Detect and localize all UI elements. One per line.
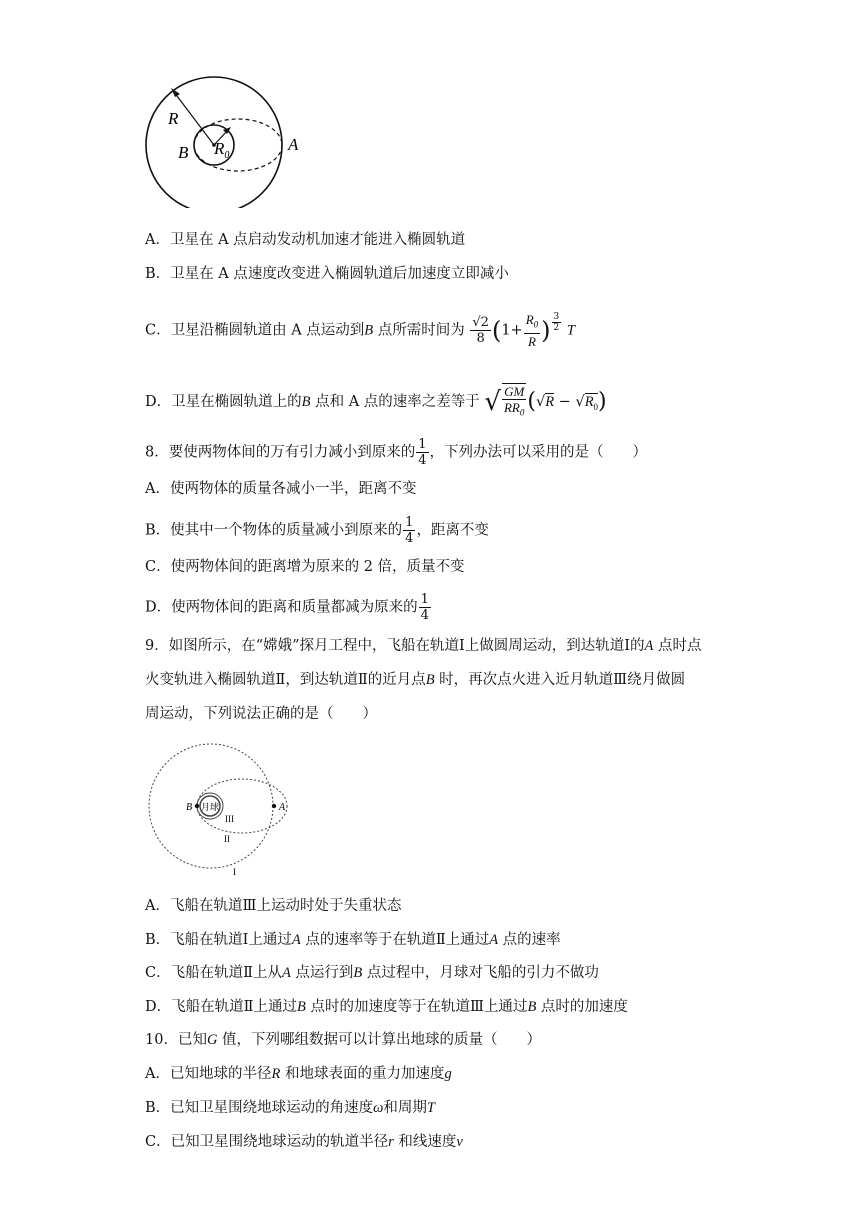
q7-c-frac: $\frac{√2}{8}$ [472,314,489,346]
q7-c-rparen: ) [541,316,551,345]
q9-option-d: D．飞船在轨道Ⅱ上通过B 点时的加速度等于在轨道Ⅲ上通过B 点时的加速度 [145,999,628,1015]
orbit-figure-1 [140,68,320,208]
q8-stem [145,437,647,468]
q9-stem-line-1: 9．如图所示，在“嫦娥”探月工程中，飞船在轨道Ⅰ上做圆周运动，到达轨道Ⅰ的A 点时点 [145,638,702,654]
q7-option-d: D．卫星在椭圆轨道上的B 点和 A 点的速率之差等于 √ $\frac{GM}{RR_0}$ $(√R - √R_0)$ [145,383,607,421]
q8-stem-pre: 8．要使两物体间的万有引力减小到原来的 [145,444,416,461]
q8-option-c: C．使两物体间的距离增为原来的 2 倍，质量不变 [145,559,465,575]
q8-b-post: ，距离不变 [416,522,489,539]
q9-stem-line-3: 周运动，下列说法正确的是（ ） [145,706,377,722]
q7-d-prefix: D．卫星在椭圆轨道上的 [145,393,302,410]
q8-b-frac: $\frac{1}{4}$ [405,515,414,546]
q10-option-c: C．已知卫星围绕地球运动的轨道半径r 和线速度v [145,1134,463,1150]
fig2-label-a: A [279,802,286,813]
q7-d-point-b: B [301,393,311,410]
q7-c-lparen: ( [491,316,502,345]
q8-stem-frac: $\frac{1}{4}$ [418,437,427,468]
q7-d-sqrt-R0: $R_0$ [584,393,599,412]
q7-c-inner-frac: $\frac{R_0}{R}$ [525,312,539,349]
q8-b-pre: B．使其中一个物体的质量减小到原来的 [145,522,403,539]
q8-d-pre: D．使两物体间的距离和质量都减为原来的 [145,599,418,616]
point-b-dot [195,804,199,808]
fig2-label-III: III [225,814,234,824]
label-A: A [288,135,299,154]
label-R: R [168,109,179,128]
q7-c-mid: 点所需时间为 [373,322,465,339]
q7-c-one: 1 [501,322,511,339]
q7-d-sqrt-R: R [545,393,555,410]
fig2-label-I: I [233,867,236,877]
q7-d-frac: $\frac{GM}{RR_0}$ [502,383,526,421]
fig2-label-moon: 月球 [201,802,220,812]
q9-option-b: B．飞船在轨道Ⅰ上通过A 点的速率等于在轨道Ⅱ上通过A 点的速率 [145,932,561,948]
q7-d-sqrt-sign: √ [484,386,501,417]
q7-option-a: A．卫星在 A 点启动发动机加速才能进入椭圆轨道 [145,232,466,248]
orbit-figure-2 [145,738,305,878]
q8-d-frac: $\frac{1}{4}$ [420,592,429,623]
q10-option-b: B．已知卫星围绕地球运动的角速度ω和周期T [145,1100,435,1116]
q9-option-c: C．飞船在轨道Ⅱ上从A 点运行到B 点过程中，月球对飞船的引力不做功 [145,965,599,981]
q8-stem-post: ，下列办法可以采用的是（ ） [429,444,648,461]
q8-option-d [145,592,432,623]
q7-c-prefix: C．卫星沿椭圆轨道由 A 点运动到 [145,322,365,339]
q7-option-c: C．卫星沿椭圆轨道由 A 点运动到B 点所需时间为 $\frac{√2}{8}$ (1+ $\frac{R_0}{R}$ ) $^{\frac{3}{2}}$ T [145,312,575,349]
fig2-label-b: B [186,802,193,813]
q7-c-point-b: B [364,322,374,339]
point-a-dot [272,804,276,808]
q8-option-b [145,515,489,546]
elliptic-orbit [194,119,282,171]
q9-stem-line-2: 火变轨进入椭圆轨道Ⅱ，到达轨道Ⅱ的近月点B 时，再次点火进入近月轨道Ⅲ绕月做圆 [145,672,686,688]
radius-R-arrow [174,92,214,145]
q7-d-mid: 点和 A 点的速率之差等于 [310,393,480,410]
q7-c-exponent: 3 2 [553,312,560,333]
label-B: B [178,143,189,162]
fig2-label-II: II [224,834,230,844]
q10-option-a: A．已知地球的半径R 和地球表面的重力加速度g [145,1066,452,1082]
q8-option-a: A．使两物体的质量各减小一半，距离不变 [145,481,417,497]
q7-c-T: T [566,322,575,339]
label-R0: $R_0$ [214,139,230,161]
q10-stem: 10．已知G 值，下列哪组数据可以计算出地球的质量（ ） [145,1032,542,1048]
q9-option-a: A．飞船在轨道Ⅲ上运动时处于失重状态 [145,898,402,914]
q7-option-b: B．卫星在 A 点速度改变进入椭圆轨道后加速度立即减小 [145,266,509,282]
